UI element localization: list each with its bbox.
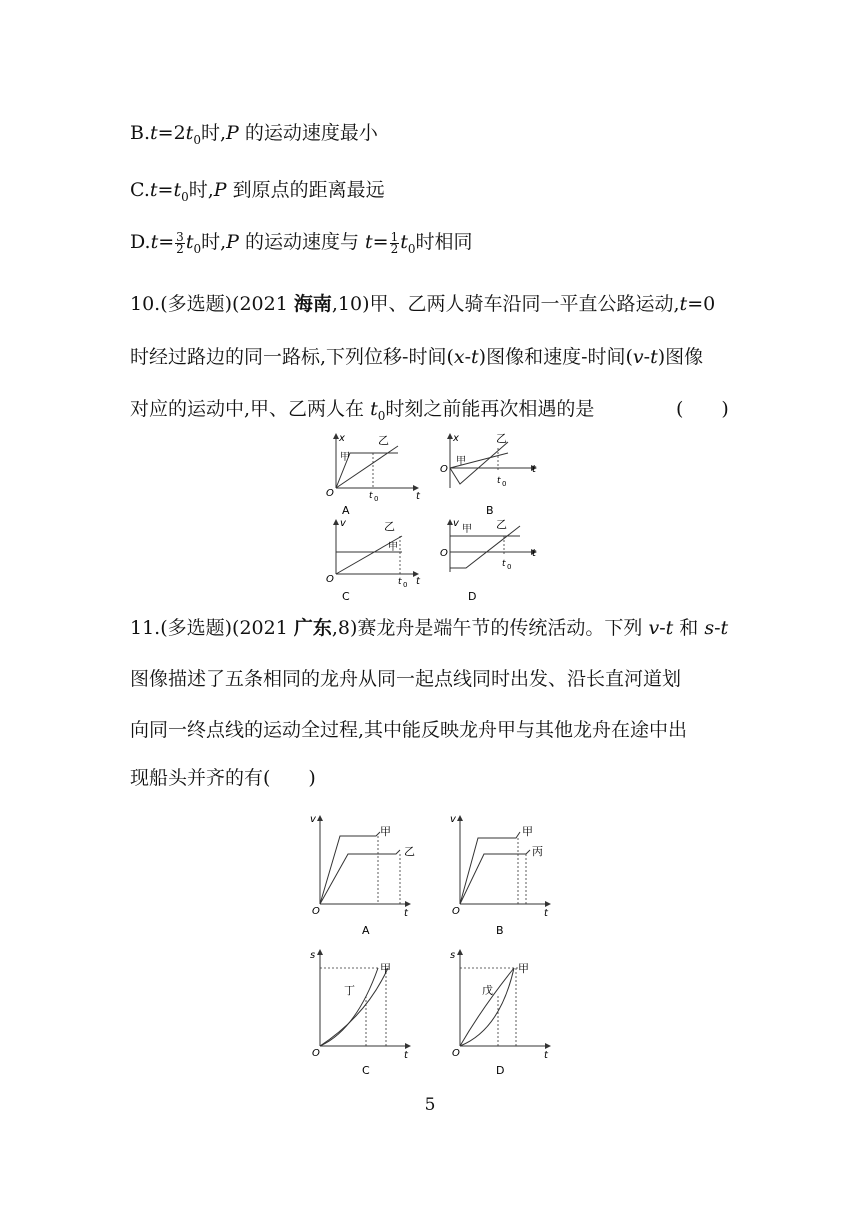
axis-label: t <box>416 491 420 502</box>
axis-label: v <box>310 814 316 825</box>
tick-label-sub: 0 <box>502 480 507 488</box>
tick-label: t <box>497 476 501 486</box>
curve-jia <box>460 832 520 904</box>
axis-label: t <box>404 1050 408 1061</box>
series-label: 乙 <box>378 434 389 447</box>
q10-figure <box>318 428 548 604</box>
series-label: 甲 <box>462 524 472 535</box>
origin-label: O <box>326 488 334 499</box>
axis-label: t <box>544 908 548 919</box>
curve-jia <box>320 968 378 1046</box>
series-label: 甲 <box>380 962 391 975</box>
q10-line-2: 时经过路边的同一路标,下列位移-时间(x-t)图像和速度-时间(v-t)图像 <box>130 346 704 368</box>
series-label: 甲 <box>388 542 398 553</box>
axis-label: s <box>450 950 456 961</box>
axis-label: t <box>404 908 408 919</box>
series-label: 乙 <box>496 518 507 531</box>
series-label: 戊 <box>482 984 493 997</box>
origin-label: O <box>440 464 448 475</box>
q10-line-1: 10.(多选题)(2021 海南,10)甲、乙两人骑车沿同一平直公路运动,t=0 <box>130 293 716 315</box>
axis-label: x <box>339 433 345 444</box>
caption: C <box>342 590 350 603</box>
caption: B <box>496 924 504 937</box>
q10-graph-a <box>326 433 421 517</box>
tick-label: t <box>369 491 373 501</box>
option-c: $C.t=t_0$时,P 到原点的距离最远 <box>130 179 385 204</box>
q11-line-1: 11.(多选题)(2021 广东,8)赛龙舟是端午节的传统活动。下列 v-t 和 s-t <box>130 617 729 639</box>
curve-jia <box>320 832 380 904</box>
axis-label: t <box>416 576 420 587</box>
series-label: 乙 <box>404 845 415 858</box>
page-number: 5 <box>424 1095 436 1115</box>
curve-yi <box>320 850 400 904</box>
q11-graph-b <box>450 814 550 937</box>
fraction-3-2: $\frac{3}{2}$ <box>176 229 184 256</box>
q10-graph-b <box>440 432 537 517</box>
origin-label: O <box>452 906 460 917</box>
caption: A <box>362 924 370 937</box>
q10-line-3: 对应的运动中,甲、乙两人在 $t_0$时刻之前能再次相遇的是 <box>130 398 595 423</box>
tick-label: t <box>502 559 506 569</box>
series-label: 甲 <box>456 456 466 467</box>
curve-jia <box>460 968 514 1046</box>
series-label: 乙 <box>496 432 507 445</box>
axis-label: t <box>532 464 536 475</box>
curve-wu <box>460 968 514 1046</box>
q11-figure <box>300 808 560 1080</box>
q11-graph-d <box>450 950 550 1077</box>
q11-line-4: 现船头并齐的有( ) <box>130 767 316 789</box>
option-b: $B.t=2t_0$时,P 的运动速度最小 <box>130 122 378 147</box>
origin-label: O <box>326 574 334 585</box>
q11-graph-c <box>310 950 410 1077</box>
series-label: 甲 <box>380 825 391 838</box>
option-d: D.t= $\frac{3}{2}$ $t_0$时,P 的运动速度与 t= $\frac{1}{2}$ $t_0$时相同 <box>130 229 473 256</box>
q10-graph-c <box>326 518 421 603</box>
axis-label: v <box>453 518 459 529</box>
q10-graph-d <box>440 518 537 603</box>
series-label: 甲 <box>340 452 350 463</box>
tick-label-sub: 0 <box>403 581 408 589</box>
fraction-1-2: $\frac{1}{2}$ <box>390 229 399 256</box>
origin-label: O <box>452 1048 460 1059</box>
caption: D <box>496 1064 505 1077</box>
axis-label: v <box>450 814 456 825</box>
tick-label: t <box>398 577 402 587</box>
caption: C <box>362 1064 370 1077</box>
series-label: 丙 <box>532 845 543 858</box>
tick-label-sub: 0 <box>374 495 379 503</box>
caption: A <box>342 504 350 517</box>
origin-label: O <box>440 548 448 559</box>
series-label: 乙 <box>384 520 395 533</box>
caption: B <box>486 504 494 517</box>
series-label: 丁 <box>344 984 355 997</box>
axis-label: v <box>340 518 346 529</box>
tick-label-sub: 0 <box>507 563 512 571</box>
series-label: 甲 <box>522 825 533 838</box>
axis-label: t <box>532 548 536 559</box>
origin-label: O <box>312 906 320 917</box>
yi-line <box>450 526 520 568</box>
axis-label: s <box>310 950 316 961</box>
q11-graph-a <box>310 814 415 937</box>
curve-ding <box>320 968 388 1046</box>
axis-label: t <box>544 1050 548 1061</box>
origin-label: O <box>312 1048 320 1059</box>
q11-line-2: 图像描述了五条相同的龙舟从同一起点线同时出发、沿长直河道划 <box>130 668 682 690</box>
q10-answer-paren: ( ) <box>676 398 729 420</box>
axis-label: x <box>453 433 459 444</box>
q11-line-3: 向同一终点线的运动全过程,其中能反映龙舟甲与其他龙舟在途中出 <box>130 719 688 741</box>
curve-bing <box>460 850 530 904</box>
caption: D <box>468 590 477 603</box>
series-label: 甲 <box>518 962 529 975</box>
